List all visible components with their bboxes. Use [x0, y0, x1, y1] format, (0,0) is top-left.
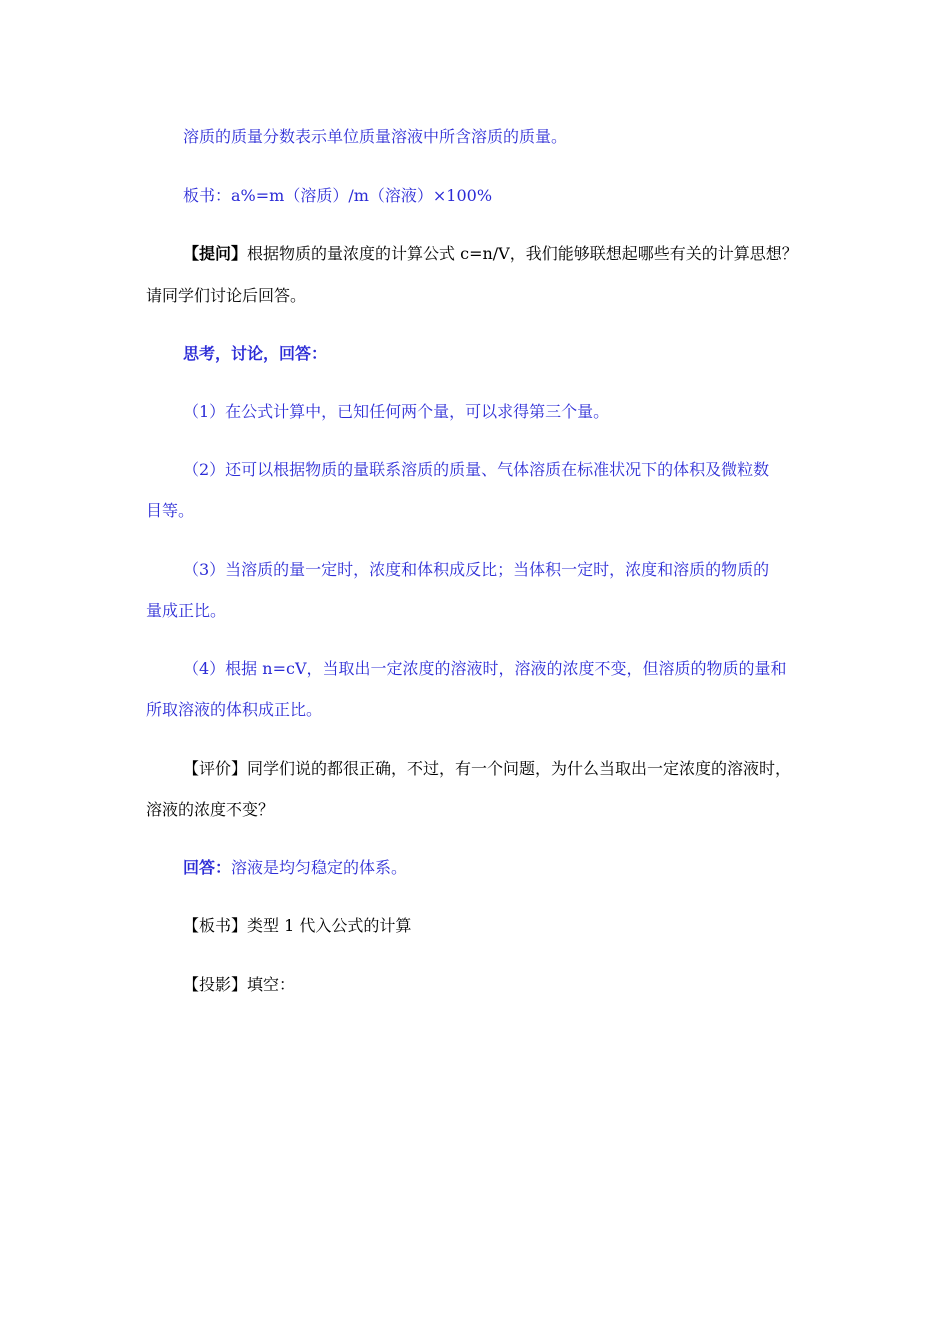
- paragraph-question-line1: [183, 244, 798, 264]
- answer-item-2-line1: （2）还可以根据物质的量联系溶质的质量、气体溶质在标准状况下的体积及微粒数: [183, 460, 770, 479]
- paragraph-projection: [183, 975, 295, 995]
- projection-text: 填空：: [247, 975, 296, 994]
- evaluation-text-line1: 同学们说的都很正确，不过，有一个问题，为什么当取出一定浓度的溶液时，: [247, 759, 792, 778]
- paragraph-evaluation-line1: [183, 759, 791, 779]
- answer-label: 回答：: [183, 858, 232, 877]
- paragraph-board-type1: [183, 916, 411, 936]
- answer-text: 溶液是均匀稳定的体系。: [231, 858, 408, 877]
- board-tag: 【板书】: [183, 916, 248, 935]
- paragraph-think-discuss-answer: 思考，讨论，回答：: [183, 344, 328, 363]
- evaluation-tag: 【评价】: [183, 759, 248, 778]
- answer-item-3-line2: 量成正比。: [146, 601, 227, 620]
- answer-item-4-line1: （4）根据 n=cV，当取出一定浓度的溶液时，溶液的浓度不变，但溶质的物质的量和: [183, 659, 787, 678]
- question-tag: 【提问】: [183, 244, 248, 263]
- answer-item-4-line2: 所取溶液的体积成正比。: [146, 700, 323, 719]
- board-text: 类型 1 代入公式的计算: [247, 916, 412, 935]
- question-text-line1: 根据物质的量浓度的计算公式 c=n/V，我们能够联想起哪些有关的计算思想？: [247, 244, 798, 263]
- paragraph-answer: [183, 858, 407, 878]
- question-text-line2: 请同学们讨论后回答。: [146, 286, 307, 305]
- paragraph-mass-fraction-definition: 溶质的质量分数表示单位质量溶液中所含溶质的质量。: [183, 127, 568, 146]
- paragraph-board-formula: 板书：a%=m（溶质）/m（溶液）×100%: [183, 186, 493, 205]
- evaluation-text-line2: 溶液的浓度不变？: [146, 800, 275, 819]
- answer-item-3-line1: （3）当溶质的量一定时，浓度和体积成反比；当体积一定时，浓度和溶质的物质的: [183, 560, 770, 579]
- answer-item-2-line2: 目等。: [146, 501, 195, 520]
- projection-tag: 【投影】: [183, 975, 248, 994]
- answer-item-1: （1）在公式计算中，已知任何两个量，可以求得第三个量。: [183, 402, 610, 421]
